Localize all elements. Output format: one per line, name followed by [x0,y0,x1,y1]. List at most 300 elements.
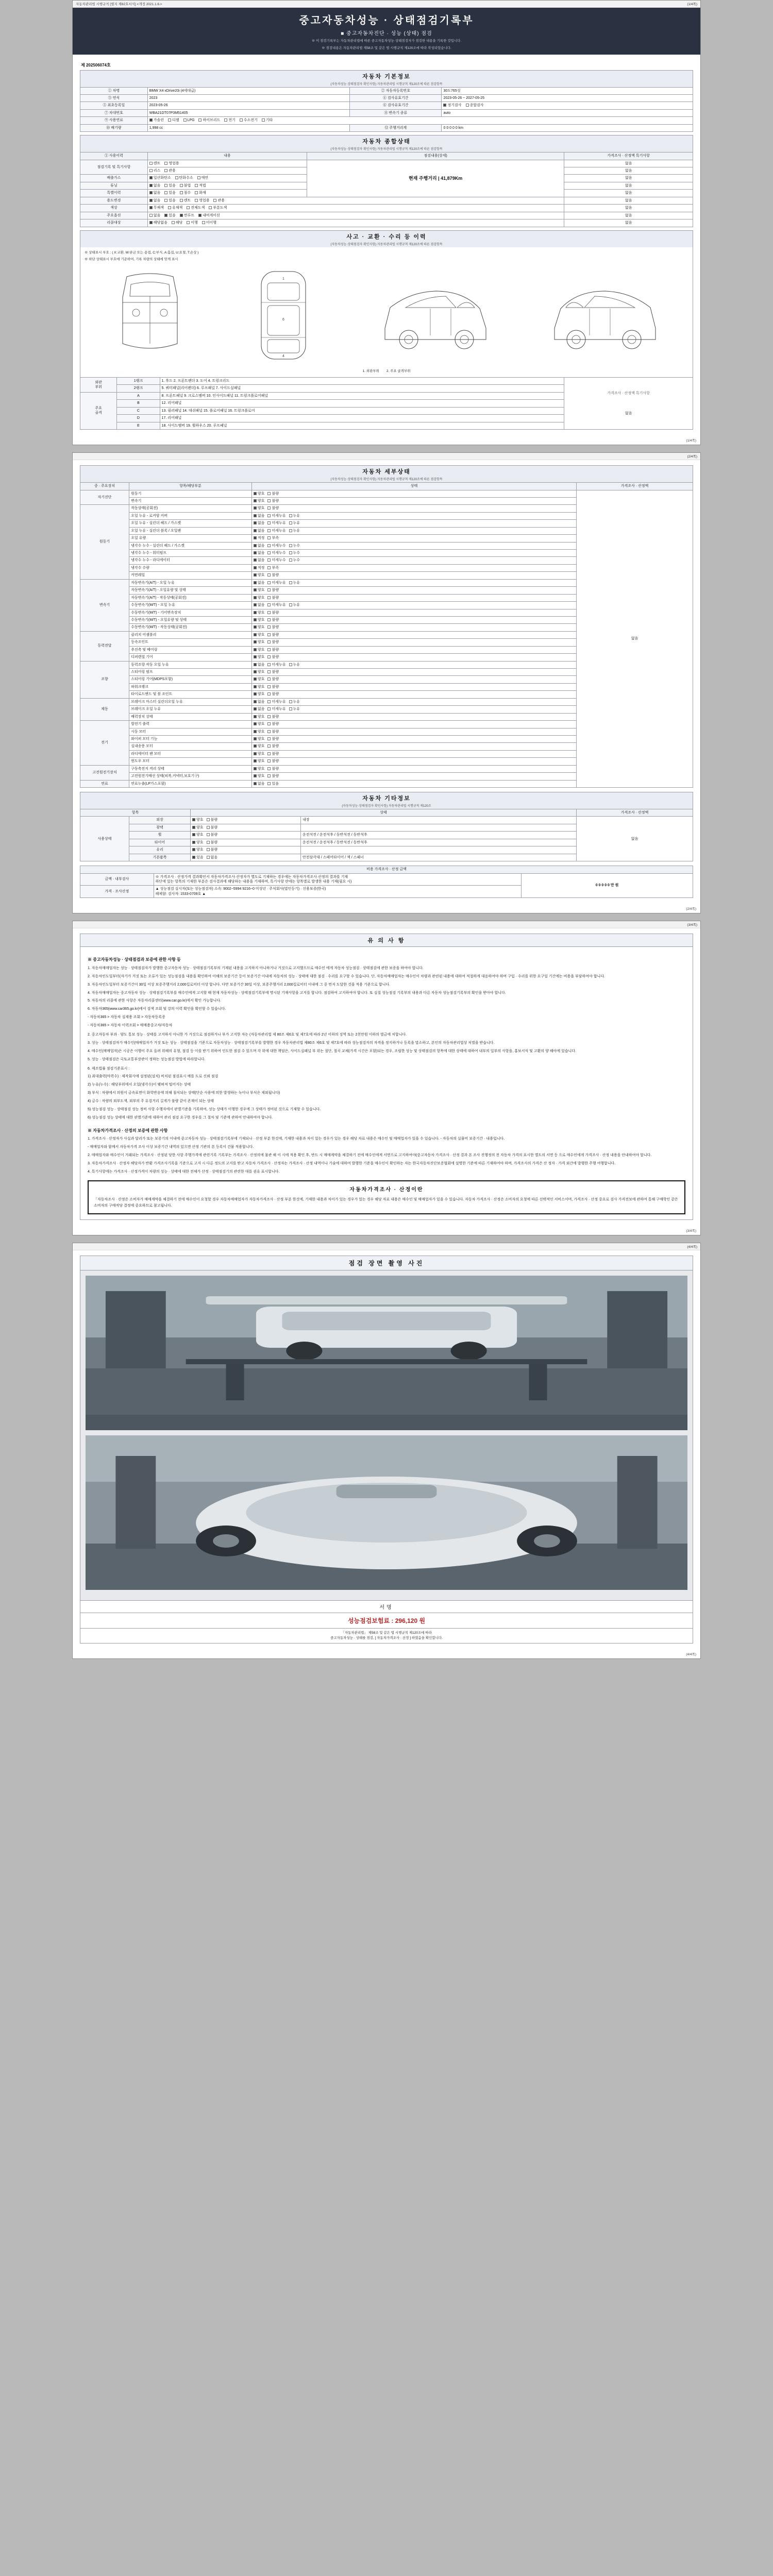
state-option-불량[interactable]: 불량 [267,759,279,764]
price-lines-1 [154,873,521,886]
usechange-rent[interactable]: 렌트 [180,198,191,203]
checkbox-icon[interactable] [254,596,257,599]
state-option-불량[interactable]: 불량 [267,625,279,630]
recall-notdone[interactable]: 미이행 [202,221,216,225]
state-option-불량[interactable]: 불량 [267,737,279,741]
option-navigation[interactable]: 내비게이션 [198,213,220,218]
fuel-option-gasoline[interactable]: 가솔린 [149,118,164,123]
state-option-불량[interactable]: 불량 [267,655,279,659]
detail-item-states [251,527,576,534]
state-option-불량[interactable]: 불량 [267,744,279,749]
usage-lease[interactable]: 리스 [149,168,161,173]
state-option-불량[interactable]: 불량 [267,588,279,592]
detail-item-states [251,616,576,623]
checkbox-icon[interactable] [254,655,257,658]
other-item-label: 기본품목 [129,854,191,861]
basic-label-3: ③ 연식 [80,94,148,101]
state-option-적정[interactable]: 적정 [254,536,265,540]
state-option-양호[interactable]: 양호 [254,767,265,771]
state-option-양호[interactable]: 양호 [254,730,265,734]
checkbox-icon[interactable] [267,506,271,510]
page-1-topbar [73,1,700,8]
state-option-양호[interactable]: 양호 [254,677,265,682]
state-option-미세누수[interactable]: 미세누수 [267,551,285,555]
checkbox-icon[interactable] [254,640,257,643]
checkbox-icon[interactable] [267,499,271,502]
checkbox-icon[interactable] [254,737,257,740]
checkbox-icon[interactable] [207,826,210,829]
state-option-불량[interactable]: 불량 [267,611,279,615]
fuel-option-hydrogen[interactable]: 수소전기 [240,118,258,123]
checkbox-icon[interactable] [267,677,271,681]
checkbox-icon[interactable] [254,677,257,681]
state-option-미세누수[interactable]: 미세누수 [267,544,285,548]
state-option-불량[interactable]: 불량 [267,670,279,674]
state-option-양호[interactable]: 양호 [254,573,265,578]
state-option-양호[interactable]: 양호 [254,692,265,697]
state-option-누유[interactable]: 누유 [289,707,300,711]
checkbox-icon[interactable] [192,856,195,859]
state-option-불량[interactable]: 불량 [267,715,279,719]
checkbox-icon[interactable] [267,529,271,532]
state-option-양호[interactable]: 양호 [254,506,265,511]
checkbox-icon[interactable] [254,514,257,517]
state-option-불량[interactable]: 불량 [207,848,218,852]
color-chromatic[interactable]: 유채색 [168,206,182,210]
diagram-legend [85,368,688,373]
checkbox-icon[interactable] [254,685,257,688]
state-option-양호[interactable]: 양호 [254,611,265,615]
state-option-불량[interactable]: 불량 [267,677,279,682]
state-option-양호[interactable]: 양호 [254,499,265,503]
recall-done[interactable]: 이행 [187,221,198,225]
checkbox-icon[interactable] [267,521,271,524]
checkbox-icon[interactable] [254,506,257,510]
emission-co[interactable]: 일산화탄소 [149,176,171,180]
checkbox-icon[interactable] [254,581,257,584]
checkbox-icon[interactable] [254,558,257,562]
checkbox-icon[interactable] [254,588,257,591]
checkbox-icon[interactable] [267,692,271,696]
checkbox-icon[interactable] [267,685,271,688]
state-option-양호[interactable]: 양호 [254,648,265,652]
state-option-양호[interactable]: 양호 [192,825,204,830]
notice-item-c-3: 2) 누유(누수) : 해당부위에서 오일(냉각수)이 맺혀져 떨어지는 상태 [88,1083,191,1087]
state-option-불량[interactable]: 불량 [267,692,279,697]
state-option-누유[interactable]: 누유 [289,521,300,526]
state-option-부족[interactable]: 부족 [267,536,279,540]
checkbox-icon[interactable] [267,596,271,599]
checkbox-icon[interactable] [254,744,257,748]
state-option-없음[interactable]: 없음 [254,558,265,563]
section-detail-title: 자동차 세부상태 [362,469,411,476]
checkbox-icon[interactable] [207,841,210,844]
accident-remark-label: 가격조사 · 산정액 특기사항 [607,391,650,395]
checkbox-icon[interactable] [267,700,271,703]
checkbox-icon[interactable] [254,715,257,718]
tuning-illegal[interactable]: 불법 [180,183,191,188]
state-option-양호[interactable]: 양호 [254,715,265,719]
state-option-없음[interactable]: 없음 [254,700,265,704]
state-option-미세누유[interactable]: 미세누유 [267,663,285,667]
state-option-불량[interactable]: 불량 [267,752,279,756]
state-option-불량[interactable]: 불량 [207,840,218,845]
checkbox-icon[interactable] [254,670,257,673]
checkbox-icon[interactable] [289,603,292,606]
state-option-양호[interactable]: 양호 [192,840,204,845]
usechange-none[interactable]: 없음 [149,198,161,203]
checkbox-icon[interactable] [267,663,271,666]
checkbox-icon[interactable] [267,551,271,554]
checkbox-icon[interactable] [267,603,271,606]
state-option-누유[interactable]: 누유 [289,514,300,518]
state-option-양호[interactable]: 양호 [254,596,265,600]
checkbox-icon[interactable] [267,618,271,621]
option-none[interactable]: 없음 [149,213,161,218]
checkbox-icon[interactable] [254,611,257,614]
checkbox-icon[interactable] [192,833,195,836]
checkbox-icon[interactable] [267,782,271,785]
fuel-option-etc[interactable]: 기타 [262,118,273,123]
checkbox-icon[interactable] [254,551,257,554]
special-yes[interactable]: 있음 [164,191,176,195]
state-option-양호[interactable]: 양호 [254,640,265,645]
checkbox-icon[interactable] [254,529,257,532]
state-option-없음[interactable]: 없음 [254,581,265,585]
checkbox-icon[interactable] [267,492,271,495]
checkbox-icon[interactable] [254,625,257,629]
state-option-없음[interactable]: 없음 [254,663,265,667]
checkbox-icon[interactable] [289,663,292,666]
notice-head-1: ※ 중고자동차성능 · 상태점검과 보증에 관한 사항 등 [88,957,181,962]
state-option-없음[interactable]: 없음 [254,514,265,518]
state-option-불량[interactable]: 불량 [207,825,218,830]
checkbox-icon[interactable] [289,521,292,524]
state-option-미세누유[interactable]: 미세누유 [267,700,285,704]
checkbox-icon[interactable] [289,700,292,703]
usage-rent[interactable]: 렌트 [149,161,161,166]
overall-remark-4: 없음 [564,182,693,189]
checkbox-icon[interactable] [289,529,292,532]
checkbox-icon[interactable] [289,514,292,517]
checkbox-icon[interactable] [267,744,271,748]
detail-item-states [251,750,576,757]
checkbox-icon[interactable] [254,573,257,577]
checkbox-icon[interactable] [254,492,257,495]
recall-na[interactable]: 해당없음 [149,221,167,225]
state-option-누유[interactable]: 누유 [289,603,300,607]
detail-item-label: 커먼레일 [129,572,252,579]
state-option-누유[interactable]: 누유 [289,529,300,533]
state-option-없음[interactable]: 없음 [254,544,265,548]
table-row [80,378,693,385]
state-option-미세누유[interactable]: 미세누유 [267,514,285,518]
notice-item-a-6: 6. 자동차365(www.car365.go.kr)에서 검색 조회 및 강의 이력 확인을 확인할 수 있습니다. [88,1007,226,1011]
emission-hc[interactable]: 탄화수소 [175,176,193,180]
checkbox-icon[interactable] [267,558,271,562]
checkbox-icon[interactable] [254,767,257,770]
state-option-양호[interactable]: 양호 [254,774,265,778]
checkbox-icon[interactable] [267,655,271,658]
color-partial-repaint[interactable]: 부분도색 [209,206,227,210]
checkbox-icon[interactable] [254,663,257,666]
overall-state-table [80,152,693,227]
checkbox-icon[interactable] [267,730,271,733]
checkbox-icon[interactable] [267,767,271,770]
usage-government[interactable]: 관용 [164,168,176,173]
checkbox-icon[interactable] [207,848,210,851]
checkbox-icon[interactable] [254,618,257,621]
state-option-미세누수[interactable]: 미세누수 [267,558,285,563]
fuel-option-electric[interactable]: 전기 [224,118,236,123]
state-option-적정[interactable]: 적정 [254,566,265,570]
state-option-양호[interactable]: 양호 [254,655,265,659]
state-option-불량[interactable]: 불량 [267,685,279,689]
detail-item-states [251,579,576,586]
state-option-누유[interactable]: 누유 [289,663,300,667]
checkbox-icon[interactable] [267,670,271,673]
state-option-양호[interactable]: 양호 [254,670,265,674]
option-sunroof[interactable]: 썬루프 [180,213,194,218]
state-option-양호[interactable]: 양호 [254,492,265,496]
state-option-양호[interactable]: 양호 [254,737,265,741]
checkbox-icon[interactable] [254,521,257,524]
checkbox-icon[interactable] [267,707,271,710]
state-option-누유[interactable]: 누유 [289,700,300,704]
checkbox-icon[interactable] [267,722,271,725]
state-option-불량[interactable]: 불량 [267,640,279,645]
checkbox-icon[interactable] [207,818,210,821]
checkbox-icon[interactable] [254,566,257,569]
detail-item-label: 자동변속기(A/T) - 오일유량 및 상태 [129,587,252,594]
state-option-있음[interactable]: 있음 [192,855,204,860]
state-option-양호[interactable]: 양호 [254,722,265,726]
checkbox-icon[interactable] [267,611,271,614]
tuning-none[interactable]: 없음 [149,183,161,188]
special-none[interactable]: 없음 [149,191,161,195]
state-option-불량[interactable]: 불량 [267,506,279,511]
special-fire[interactable]: 화재 [195,191,206,195]
state-option-없음[interactable]: 없음 [254,603,265,607]
checkbox-icon[interactable] [254,536,257,539]
notice-list-4 [88,1136,685,1175]
state-option-불량[interactable]: 불량 [267,722,279,726]
state-option-불량[interactable]: 불량 [267,499,279,503]
panel-items-6: 17. 리어패널 [160,415,564,422]
document-desc-1: ※ 이 점검기록부는 자동차관리법에 따른 중고자동차성능·상태점검자가 점검한 내용을 기록한 것입니다. [311,39,462,43]
checkbox-icon[interactable] [192,818,195,821]
checkbox-icon[interactable] [267,759,271,762]
state-option-누수[interactable]: 누수 [289,551,300,555]
checkbox-icon[interactable] [267,640,271,643]
checkbox-icon[interactable] [267,573,271,577]
checkbox-icon[interactable] [254,700,257,703]
state-option-없음[interactable]: 없음 [254,521,265,526]
checkbox-icon[interactable] [192,848,195,851]
checkbox-icon[interactable] [254,692,257,696]
inspection-type-normal[interactable]: 정기검사 [443,103,461,108]
fuel-option-hybrid[interactable]: 하이브리드 [198,118,220,123]
detail-group-3: 변속기 [80,579,129,631]
state-option-누수[interactable]: 누수 [289,558,300,563]
state-option-불량[interactable]: 불량 [267,596,279,600]
checkbox-icon[interactable] [267,566,271,569]
state-option-없음[interactable]: 없음 [254,529,265,533]
detail-item-label: 와이퍼 모터 기능 [129,735,252,742]
detail-group-9: 연료 [80,780,129,787]
basic-label-8: ⑧ 변속기 종류 [350,109,442,116]
emission-smoke[interactable]: 매연 [197,176,209,180]
basic-info-table [80,87,693,132]
state-option-양호[interactable]: 양호 [254,759,265,764]
state-option-양호[interactable]: 양호 [192,818,204,822]
state-option-없음[interactable]: 없음 [254,707,265,711]
checkbox-icon[interactable] [254,603,257,606]
state-option-불량[interactable]: 불량 [267,767,279,771]
fuel-option-diesel[interactable]: 디젤 [168,118,179,123]
state-option-불량[interactable]: 불량 [267,633,279,637]
state-option-양호[interactable]: 양호 [254,588,265,592]
table-row [80,160,693,167]
detail-item-states [251,550,576,557]
checkbox-icon[interactable] [289,707,292,710]
state-option-누수[interactable]: 누수 [289,544,300,548]
usechange-yes[interactable]: 있음 [164,198,176,203]
detail-group-7: 전기 [80,721,129,766]
state-option-양호[interactable]: 양호 [254,744,265,749]
checkbox-icon[interactable] [289,581,292,584]
notice-list-1 [88,965,685,1029]
state-option-미세누유[interactable]: 미세누유 [267,581,285,585]
notice-item-d-1: 1. 가격조사 · 산정자가 사실과 달리가 또는 보증기의 이내에 중고자동차 성능 · 상태점검기록부에 기재되나 · 산정 부분 한것에, 기재한 내용과 차이 있는 경우가 있는 경우 해당 자료 내용은 매수인 및 매매업자가 있을 수 있습니다. - 자동차의 실물비 보증기간 · 내용입니다. [88,1137,505,1141]
checkbox-icon[interactable] [254,759,257,762]
state-option-양호[interactable]: 양호 [254,752,265,756]
checkbox-icon[interactable] [207,856,210,859]
checkbox-icon[interactable] [192,841,195,844]
checkbox-icon[interactable] [267,544,271,547]
checkbox-icon[interactable] [254,722,257,725]
state-option-불량[interactable]: 불량 [207,833,218,837]
checkbox-icon[interactable] [254,648,257,651]
state-option-양호[interactable]: 양호 [254,618,265,622]
state-option-양호[interactable]: 양호 [254,625,265,630]
state-option-양호[interactable]: 양호 [254,633,265,637]
checkbox-icon[interactable] [254,782,257,785]
other-item-states [191,824,301,831]
state-option-불량[interactable]: 불량 [267,492,279,496]
state-option-미세누유[interactable]: 미세누유 [267,529,285,533]
state-option-없음[interactable]: 없음 [254,551,265,555]
notice-item-b-2: 3. 성능 · 상태점검자가 매수인(매매업자가 거짓 또는 성능 · 상태점검을 기준으로 자동차성능 · 상태점검기록부를 발행한 경우 자동차관리법 제80조 제6호 및 제7호에 따라 성능점검자의 자격을 정지하거나 등록을 말소하고, 본인의 자동차관리법상 처벌을 받습니다. [88,1041,495,1045]
inspection-type-comprehensive[interactable]: 종합검사 [466,103,484,108]
state-option-불량[interactable]: 불량 [267,618,279,622]
overall-remark-5: 없음 [564,190,693,197]
checkbox-icon[interactable] [267,737,271,740]
detail-item-label: 냉각수 수량 [129,564,252,571]
fuel-option-lpg[interactable]: LPG [183,118,195,123]
checkbox-icon[interactable] [254,707,257,710]
state-option-불량[interactable]: 불량 [267,648,279,652]
detail-item-label: 디퍼렌셜 기어 [129,654,252,661]
checkbox-icon[interactable] [207,833,210,836]
checkbox-icon[interactable] [267,752,271,755]
overall-usage-opts-1 [147,160,307,167]
checkbox-icon[interactable] [254,730,257,733]
checkbox-icon[interactable] [254,499,257,502]
color-full-repaint[interactable]: 전체도색 [187,206,205,210]
other-item-detail: 내장 [301,817,577,824]
state-option-있음[interactable]: 있음 [267,782,279,786]
other-head-2: 상태 [191,809,577,817]
checkbox-icon[interactable] [254,544,257,547]
basic-value-1: BMW X4 xDrive20i (4세대급) [147,87,349,94]
checkbox-icon[interactable] [289,551,292,554]
page-2-topbar [73,453,700,460]
overall-usage-opts-2 [147,167,307,175]
panel-items-7: 18. 사이드멤버 19. 휠하우스 20. 루프패널 [160,422,564,429]
checkbox-icon[interactable] [267,625,271,629]
checkbox-icon[interactable] [254,774,257,777]
recall-yes[interactable]: 해당 [172,221,183,225]
checkbox-icon[interactable] [267,581,271,584]
checkbox-icon[interactable] [267,774,271,777]
state-option-양호[interactable]: 양호 [192,848,204,852]
state-option-미세누유[interactable]: 미세누유 [267,521,285,526]
usechange-gov[interactable]: 관용 [213,198,225,203]
state-option-불량[interactable]: 불량 [267,573,279,578]
state-option-부족[interactable]: 부족 [267,566,279,570]
tuning-legal[interactable]: 적법 [195,183,206,188]
state-option-양호[interactable]: 양호 [254,685,265,689]
usechange-business[interactable]: 영업용 [195,198,209,203]
checkbox-icon[interactable] [254,752,257,755]
special-flood[interactable]: 침수 [180,191,191,195]
other-body [80,817,693,861]
state-option-누유[interactable]: 누유 [289,581,300,585]
state-option-양호[interactable]: 양호 [192,833,204,837]
color-achromatic[interactable]: 무채색 [149,206,164,210]
tuning-yes[interactable]: 있음 [164,183,176,188]
checkbox-icon[interactable] [289,558,292,562]
state-option-없음[interactable]: 없음 [254,782,265,786]
checkbox-icon[interactable] [254,633,257,636]
detail-group-4: 동력전달 [80,631,129,661]
checkbox-icon[interactable] [267,715,271,718]
state-option-미세누유[interactable]: 미세누유 [267,707,285,711]
state-option-불량[interactable]: 불량 [267,774,279,778]
panel-group-frame: 주요 골격 [80,392,117,429]
detail-item-states [251,520,576,527]
checkbox-icon[interactable] [267,588,271,591]
overall-head-3: 점검내용(상세) [307,152,564,160]
detail-item-label: 스티어링 펌프 [129,669,252,676]
state-option-없음[interactable]: 없음 [207,855,218,860]
checkbox-icon[interactable] [267,648,271,651]
panel-rank-5: C [117,407,160,414]
option-yes[interactable]: 있음 [164,213,176,218]
notice-title: 유 의 사 항 [80,934,693,947]
usage-business[interactable]: 영업용 [164,161,179,166]
state-option-불량[interactable]: 불량 [267,730,279,734]
checkbox-icon[interactable] [289,544,292,547]
checkbox-icon[interactable] [267,633,271,636]
checkbox-icon[interactable] [267,536,271,539]
state-option-불량[interactable]: 불량 [207,818,218,822]
checkbox-icon[interactable] [267,514,271,517]
state-option-미세누유[interactable]: 미세누유 [267,603,285,607]
overall-remark-8: 없음 [564,212,693,219]
checkbox-icon[interactable] [192,826,195,829]
